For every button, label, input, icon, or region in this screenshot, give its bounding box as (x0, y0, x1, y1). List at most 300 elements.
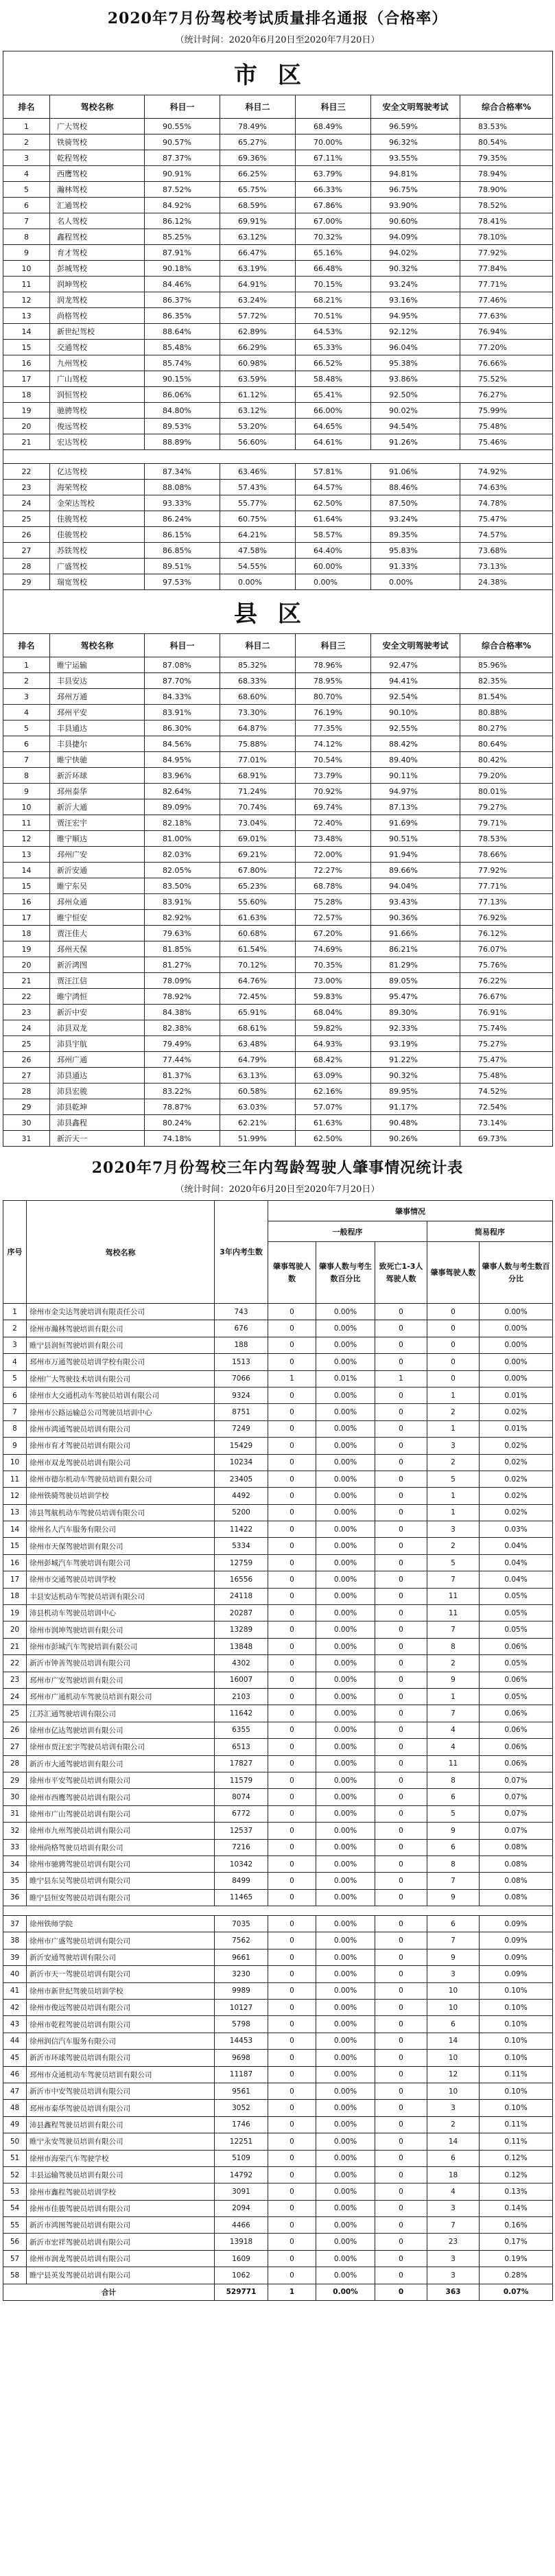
rank: 3 (3, 150, 50, 166)
general-death-count: 0 (375, 1554, 427, 1571)
school-name: 沛县驾航机动车驾驶员培训有限公司 (27, 1504, 215, 1521)
subject3-rate: 62.16% (296, 1084, 371, 1099)
simple-accident-count: 11 (427, 1588, 480, 1604)
overall-rate: 77.92% (460, 863, 553, 878)
general-accident-count: 0 (268, 1982, 316, 1999)
subject3-rate: 68.21% (296, 292, 371, 308)
seq: 10 (3, 1454, 27, 1471)
subject1-rate: 82.92% (145, 910, 220, 926)
licensed-count: 17827 (215, 1755, 268, 1772)
subject1-rate: 84.80% (145, 403, 220, 419)
overall-rate: 73.13% (460, 559, 553, 574)
header-subject1: 科目一 (145, 634, 220, 657)
header-overall: 综合合格率% (460, 634, 553, 657)
seq: 11 (3, 1471, 27, 1487)
seq: 42 (3, 2000, 27, 2016)
school-name: 睢宁顺达 (50, 831, 145, 847)
licensed-count: 13918 (215, 2234, 268, 2250)
general-death-count: 0 (375, 1354, 427, 1370)
subject3-rate: 62.50% (296, 495, 371, 511)
seq: 53 (3, 2183, 27, 2200)
subject1-rate: 81.85% (145, 941, 220, 957)
seq: 29 (3, 1772, 27, 1788)
licensed-count: 12537 (215, 1823, 268, 1839)
safety-rate: 88.42% (371, 736, 460, 752)
accident-table (3, 1200, 553, 2301)
safety-rate: 92.50% (371, 387, 460, 403)
subject3-rate: 61.64% (296, 511, 371, 527)
ranking-row (3, 863, 553, 878)
general-death-count: 0 (375, 2217, 427, 2234)
subject2-rate: 69.01% (220, 831, 296, 847)
overall-rate: 74.63% (460, 480, 553, 495)
general-accident-ratio: 0.00% (316, 2217, 375, 2234)
header-s-ratio: 肇事人数与考生数百分比 (480, 1242, 553, 1304)
licensed-count: 8074 (215, 1789, 268, 1805)
seq: 31 (3, 1805, 27, 1822)
overall-rate: 76.07% (460, 941, 553, 957)
safety-rate: 89.05% (371, 973, 460, 989)
subject3-rate: 67.86% (296, 198, 371, 213)
simple-accident-count: 3 (427, 1521, 480, 1538)
ranking-row (3, 403, 553, 419)
accident-row (3, 1538, 553, 1554)
school-name: 新沂市鸿图驾驶员培训有限公司 (27, 2217, 215, 2234)
accident-row (3, 2016, 553, 2033)
simple-accident-count: 23 (427, 2234, 480, 2250)
subject2-rate: 63.03% (220, 1099, 296, 1115)
rank: 28 (3, 1084, 50, 1099)
overall-rate: 80.88% (460, 705, 553, 721)
licensed-count: 6513 (215, 1739, 268, 1755)
general-death-count: 0 (375, 1889, 427, 1906)
overall-rate: 77.92% (460, 245, 553, 261)
general-accident-ratio: 0.00% (316, 1722, 375, 1738)
school-name: 沛县宇航 (50, 1036, 145, 1052)
header-school: 驾校名称 (50, 95, 145, 119)
general-accident-ratio: 0.00% (316, 1438, 375, 1454)
simple-accident-count: 0 (427, 1304, 480, 1320)
school-name: 新沂安通驾驶培训有限公司 (27, 1949, 215, 1965)
school-name: 徐州市润坤驾驶培训有限公司 (27, 1621, 215, 1638)
general-accident-ratio: 0.00% (316, 1966, 375, 1982)
seq: 14 (3, 1521, 27, 1538)
general-accident-count: 0 (268, 1722, 316, 1738)
rank: 30 (3, 1115, 50, 1131)
safety-rate: 93.43% (371, 894, 460, 910)
simple-accident-count: 10 (427, 2083, 480, 2099)
school-name: 睢宁恒安 (50, 910, 145, 926)
general-death-count: 0 (375, 2250, 427, 2267)
licensed-count: 1746 (215, 2116, 268, 2133)
safety-rate: 94.02% (371, 245, 460, 261)
overall-rate: 75.27% (460, 1036, 553, 1052)
simple-accident-ratio: 0.09% (480, 1916, 553, 1932)
subject1-rate: 90.15% (145, 371, 220, 387)
accident-row (3, 2050, 553, 2066)
school-name: 彭城驾校 (50, 261, 145, 277)
subject3-rate: 64.57% (296, 480, 371, 495)
rank: 14 (3, 863, 50, 878)
licensed-count: 10234 (215, 1454, 268, 1471)
simple-accident-ratio: 0.09% (480, 1932, 553, 1949)
report2-title: 2020年7月份驾校三年内驾龄驾驶人肇事情况统计表 (91, 1159, 464, 1177)
subject2-rate: 55.60% (220, 894, 296, 910)
subject3-rate: 74.12% (296, 736, 371, 752)
header-subject2: 科目二 (220, 634, 296, 657)
subject1-rate: 74.18% (145, 1131, 220, 1147)
subject1-rate: 87.70% (145, 673, 220, 689)
school-name: 徐州广大驾驶技术培训有限公司 (27, 1370, 215, 1387)
school-name: 亿达驾校 (50, 464, 145, 480)
general-accident-count: 0 (268, 1916, 316, 1932)
general-death-count: 0 (375, 1705, 427, 1722)
subject2-rate: 65.23% (220, 878, 296, 894)
simple-accident-count: 8 (427, 1638, 480, 1654)
simple-accident-ratio: 0.00% (480, 1337, 553, 1353)
general-accident-ratio: 0.00% (316, 2100, 375, 2116)
general-accident-count: 0 (268, 1521, 316, 1538)
licensed-count: 5109 (215, 2150, 268, 2166)
licensed-count: 1609 (215, 2250, 268, 2267)
simple-accident-count: 1 (427, 1688, 480, 1705)
general-death-count: 0 (375, 2066, 427, 2083)
rank: 5 (3, 182, 50, 198)
header-rank: 排名 (3, 95, 50, 119)
subject2-rate: 69.36% (220, 150, 296, 166)
general-death-count: 0 (375, 2033, 427, 2049)
school-name: 海荣驾校 (50, 480, 145, 495)
school-name: 徐州市九州驾驶员培训有限公司 (27, 1823, 215, 1839)
general-accident-count: 0 (268, 2133, 316, 2150)
general-accident-ratio: 0.00% (316, 1672, 375, 1688)
rank: 15 (3, 340, 50, 355)
header-licensed: 3年内考生数 (215, 1201, 268, 1304)
overall-rate: 78.94% (460, 166, 553, 182)
seq: 54 (3, 2200, 27, 2216)
header-school: 驾校名称 (50, 634, 145, 657)
simple-accident-ratio: 0.06% (480, 1755, 553, 1772)
subject2-rate: 64.76% (220, 973, 296, 989)
subject3-rate: 68.78% (296, 878, 371, 894)
subject1-rate: 79.49% (145, 1036, 220, 1052)
simple-accident-ratio: 0.02% (480, 1504, 553, 1521)
general-accident-ratio: 0.00% (316, 1420, 375, 1437)
simple-accident-count: 0 (427, 1370, 480, 1387)
header-g-count: 肇事驾驶人数 (268, 1242, 316, 1304)
safety-rate: 91.22% (371, 1052, 460, 1068)
seq: 34 (3, 1855, 27, 1872)
simple-accident-ratio: 0.10% (480, 2016, 553, 2033)
subject2-rate: 63.46% (220, 464, 296, 480)
general-accident-ratio: 0.00% (316, 1772, 375, 1788)
subject2-rate: 63.12% (220, 403, 296, 419)
ranking-row (3, 134, 553, 150)
simple-accident-ratio: 0.06% (480, 1739, 553, 1755)
ranking-row (3, 957, 553, 973)
licensed-count: 5334 (215, 1538, 268, 1554)
ranking-row (3, 387, 553, 403)
safety-rate: 94.41% (371, 673, 460, 689)
general-accident-count: 0 (268, 2166, 316, 2183)
general-accident-count: 0 (268, 1538, 316, 1554)
overall-rate: 75.74% (460, 1020, 553, 1036)
school-name: 邳州广通 (50, 1052, 145, 1068)
total-g-ratio: 0.00% (316, 2284, 375, 2300)
subject1-rate: 89.53% (145, 419, 220, 434)
subject1-rate: 83.50% (145, 878, 220, 894)
subject2-rate: 72.45% (220, 989, 296, 1005)
subject2-rate: 73.30% (220, 705, 296, 721)
subject1-rate: 86.37% (145, 292, 220, 308)
licensed-count: 16556 (215, 1571, 268, 1588)
safety-rate: 92.55% (371, 721, 460, 736)
school-name: 新沂安通 (50, 863, 145, 878)
general-accident-ratio: 0.00% (316, 2234, 375, 2250)
subject2-rate: 57.72% (220, 308, 296, 324)
overall-rate: 78.10% (460, 229, 553, 245)
safety-rate: 90.10% (371, 705, 460, 721)
seq: 32 (3, 1823, 27, 1839)
general-death-count: 0 (375, 1571, 427, 1588)
rank: 29 (3, 574, 50, 590)
seq: 6 (3, 1387, 27, 1403)
safety-rate: 91.26% (371, 434, 460, 450)
general-death-count: 0 (375, 1621, 427, 1638)
subject3-rate: 68.49% (296, 119, 371, 134)
simple-accident-ratio: 0.00% (480, 1304, 553, 1320)
simple-accident-ratio: 0.08% (480, 1873, 553, 1889)
simple-accident-count: 2 (427, 1655, 480, 1672)
safety-rate: 90.32% (371, 1068, 460, 1084)
safety-rate: 89.35% (371, 527, 460, 543)
subject2-rate: 66.29% (220, 340, 296, 355)
overall-rate: 75.47% (460, 1052, 553, 1068)
general-accident-ratio: 0.00% (316, 2183, 375, 2200)
accident-row (3, 2083, 553, 2099)
general-accident-count: 0 (268, 1839, 316, 1855)
ranking-row (3, 721, 553, 736)
general-accident-ratio: 0.00% (316, 2050, 375, 2066)
subject3-rate: 69.74% (296, 799, 371, 815)
general-death-count: 0 (375, 2016, 427, 2033)
ranking-row (3, 989, 553, 1005)
simple-accident-count: 1 (427, 1504, 480, 1521)
overall-rate: 74.92% (460, 464, 553, 480)
general-accident-count: 0 (268, 1588, 316, 1604)
subject3-rate: 63.79% (296, 166, 371, 182)
general-accident-count: 0 (268, 1404, 316, 1420)
general-accident-ratio: 0.00% (316, 1538, 375, 1554)
subject3-rate: 73.79% (296, 768, 371, 784)
ranking-row (3, 119, 553, 134)
header-rank: 排名 (3, 634, 50, 657)
school-name: 新沂市大通驾驶培训有限公司 (27, 1755, 215, 1772)
rank: 20 (3, 419, 50, 434)
school-name: 徐州市广山驾驶员培训有限公司 (27, 1805, 215, 1822)
ranking-row (3, 673, 553, 689)
ranking-row (3, 559, 553, 574)
general-accident-ratio: 0.00% (316, 1839, 375, 1855)
school-name: 润龙驾校 (50, 292, 145, 308)
subject1-rate: 81.27% (145, 957, 220, 973)
accident-row (3, 1839, 553, 1855)
overall-rate: 76.12% (460, 926, 553, 941)
general-accident-ratio: 0.00% (316, 1739, 375, 1755)
school-name: 徐州铁骑驾驶员培训学校 (27, 1488, 215, 1504)
subject3-rate: 76.19% (296, 705, 371, 721)
overall-rate: 77.20% (460, 340, 553, 355)
safety-rate: 87.13% (371, 799, 460, 815)
school-name: 育才驾校 (50, 245, 145, 261)
seq: 3 (3, 1337, 27, 1353)
simple-accident-ratio: 0.12% (480, 2166, 553, 2183)
subject2-rate: 68.91% (220, 768, 296, 784)
subject3-rate: 70.15% (296, 277, 371, 292)
simple-accident-count: 2 (427, 2116, 480, 2133)
school-name: 苏铁驾校 (50, 543, 145, 559)
seq: 13 (3, 1504, 27, 1521)
general-death-count: 0 (375, 1387, 427, 1403)
general-death-count: 0 (375, 2100, 427, 2116)
ranking-row (3, 973, 553, 989)
ranking-row (3, 831, 553, 847)
school-name: 睢宁运输 (50, 657, 145, 673)
school-name: 新沂鸿图 (50, 957, 145, 973)
ranking-row (3, 752, 553, 768)
accident-row (3, 1705, 553, 1722)
school-name: 徐州市广盛驾驶员培训有限公司 (27, 1932, 215, 1949)
ranking-row (3, 736, 553, 752)
school-name: 九州驾校 (50, 355, 145, 371)
accident-row (3, 1554, 553, 1571)
safety-rate: 89.95% (371, 1084, 460, 1099)
subject3-rate: 73.00% (296, 973, 371, 989)
ranking-row (3, 434, 553, 450)
accident-row (3, 1823, 553, 1839)
general-accident-count: 0 (268, 1739, 316, 1755)
general-accident-count: 0 (268, 1571, 316, 1588)
subject3-rate: 74.69% (296, 941, 371, 957)
school-name: 徐州市乾程驾驶员培训有限公司 (27, 2016, 215, 2033)
school-name: 徐州市育才驾驶员培训有限公司 (27, 1438, 215, 1454)
general-accident-count: 0 (268, 1949, 316, 1965)
simple-accident-count: 9 (427, 1949, 480, 1965)
subject3-rate: 64.40% (296, 543, 371, 559)
ranking-row (3, 657, 553, 673)
subject1-rate: 82.64% (145, 784, 220, 799)
rank: 12 (3, 292, 50, 308)
header-subject1: 科目一 (145, 95, 220, 119)
subject3-rate: 58.57% (296, 527, 371, 543)
general-death-count: 0 (375, 2166, 427, 2183)
seq: 47 (3, 2083, 27, 2099)
subject3-rate: 70.35% (296, 957, 371, 973)
school-name: 丰县运输驾驶员培训有限公司 (27, 2166, 215, 2183)
general-accident-count: 0 (268, 2116, 316, 2133)
ranking-row (3, 464, 553, 480)
licensed-count: 4302 (215, 1655, 268, 1672)
subject3-rate: 65.33% (296, 340, 371, 355)
general-accident-ratio: 0.00% (316, 1454, 375, 1471)
safety-rate: 86.21% (371, 941, 460, 957)
seq: 41 (3, 1982, 27, 1999)
safety-rate: 94.97% (371, 784, 460, 799)
general-accident-count: 0 (268, 1772, 316, 1788)
header-overall: 综合合格率% (460, 95, 553, 119)
safety-rate: 96.32% (371, 134, 460, 150)
simple-accident-ratio: 0.05% (480, 1621, 553, 1638)
rank: 6 (3, 736, 50, 752)
school-name: 新沂天一 (50, 1131, 145, 1147)
general-death-count: 1 (375, 1370, 427, 1387)
overall-rate: 76.67% (460, 989, 553, 1005)
general-accident-count: 0 (268, 2016, 316, 2033)
general-accident-ratio: 0.00% (316, 1337, 375, 1353)
school-name: 徐州市德尔机动车驾驶员培训有限公司 (27, 1471, 215, 1487)
accident-row (3, 1755, 553, 1772)
simple-accident-ratio: 0.04% (480, 1571, 553, 1588)
licensed-count: 6772 (215, 1805, 268, 1822)
simple-accident-count: 6 (427, 1789, 480, 1805)
general-accident-ratio: 0.00% (316, 1521, 375, 1538)
rank: 7 (3, 752, 50, 768)
seq: 27 (3, 1739, 27, 1755)
licensed-count: 7216 (215, 1839, 268, 1855)
seq: 7 (3, 1404, 27, 1420)
subject1-rate: 85.25% (145, 229, 220, 245)
subject3-rate: 66.52% (296, 355, 371, 371)
general-death-count: 0 (375, 1805, 427, 1822)
subject1-rate: 89.51% (145, 559, 220, 574)
general-death-count: 0 (375, 1588, 427, 1604)
subject3-rate: 64.61% (296, 434, 371, 450)
ranking-row (3, 1099, 553, 1115)
general-accident-ratio: 0.00% (316, 2267, 375, 2284)
rank: 28 (3, 559, 50, 574)
simple-accident-count: 8 (427, 1855, 480, 1872)
general-accident-ratio: 0.00% (316, 2000, 375, 2016)
subject3-rate: 66.00% (296, 403, 371, 419)
general-accident-ratio: 0.00% (316, 1488, 375, 1504)
rank: 17 (3, 910, 50, 926)
subject2-rate: 61.54% (220, 941, 296, 957)
licensed-count: 9698 (215, 2050, 268, 2066)
rank: 7 (3, 213, 50, 229)
subject1-rate: 82.18% (145, 815, 220, 831)
ranking-row (3, 292, 553, 308)
general-death-count: 0 (375, 1722, 427, 1738)
rank: 26 (3, 1052, 50, 1068)
school-name: 邳州市众通机动车驾驶员培训有限公司 (27, 2066, 215, 2083)
rank: 23 (3, 480, 50, 495)
subject1-rate: 90.91% (145, 166, 220, 182)
simple-accident-count: 1 (427, 1488, 480, 1504)
school-name: 润坤驾校 (50, 277, 145, 292)
header-simple: 简易程序 (427, 1221, 553, 1242)
school-name: 新沂环球 (50, 768, 145, 784)
safety-rate: 92.12% (371, 324, 460, 340)
general-death-count: 0 (375, 1454, 427, 1471)
simple-accident-ratio: 0.07% (480, 1805, 553, 1822)
simple-accident-count: 4 (427, 1739, 480, 1755)
ranking-row (3, 815, 553, 831)
general-accident-ratio: 0.00% (316, 1889, 375, 1906)
subject3-rate: 78.96% (296, 657, 371, 673)
school-name: 丰县通达 (50, 721, 145, 736)
simple-accident-count: 3 (427, 2267, 480, 2284)
subject2-rate: 75.88% (220, 736, 296, 752)
